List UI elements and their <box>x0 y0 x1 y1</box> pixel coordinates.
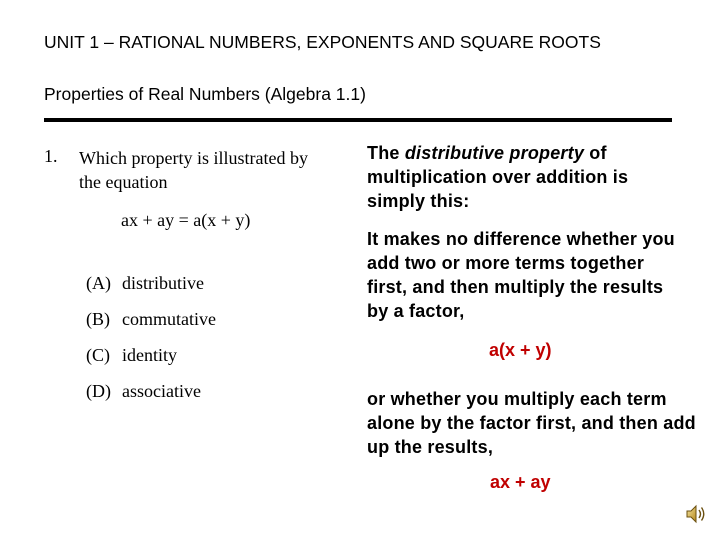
question-number: 1. <box>44 146 58 166</box>
explanation-intro-prefix: The <box>367 143 405 163</box>
unit-title: UNIT 1 – RATIONAL NUMBERS, EXPONENTS AND SQUARE ROOTS <box>44 32 601 52</box>
option-c[interactable] <box>86 345 177 366</box>
divider-rule <box>44 118 672 122</box>
explanation-intro <box>367 141 677 213</box>
question-text: Which property is illustrated by the equation <box>79 148 308 192</box>
speaker-icon[interactable] <box>684 502 708 526</box>
option-label: (C) <box>86 345 110 365</box>
option-text: distributive <box>122 273 204 293</box>
distributive-property-term: distributive property <box>404 143 585 163</box>
explanation-multiply-first: or whether you multiply each term alone by the factor first, and then add up the results, <box>367 389 696 457</box>
option-label: (D) <box>86 381 111 401</box>
option-label: (A) <box>86 273 111 293</box>
option-label: (B) <box>86 309 110 329</box>
section-title: Properties of Real Numbers (Algebra 1.1) <box>44 84 366 104</box>
option-text: identity <box>122 345 177 365</box>
option-b[interactable] <box>86 309 216 330</box>
option-text: associative <box>122 381 201 401</box>
option-a[interactable] <box>86 273 204 294</box>
option-d[interactable] <box>86 381 201 402</box>
expression-factored: a(x + y) <box>489 340 552 360</box>
question-equation: ax + ay = a(x + y) <box>121 210 251 230</box>
expression-expanded: ax + ay <box>490 472 551 492</box>
explanation-intro-suffix: of multiplication over addition is simply this: <box>367 143 629 211</box>
option-text: commutative <box>122 309 216 329</box>
explanation-add-first: It makes no difference whether you add two or more terms together first, and then multiply the results by a factor, <box>367 229 675 321</box>
